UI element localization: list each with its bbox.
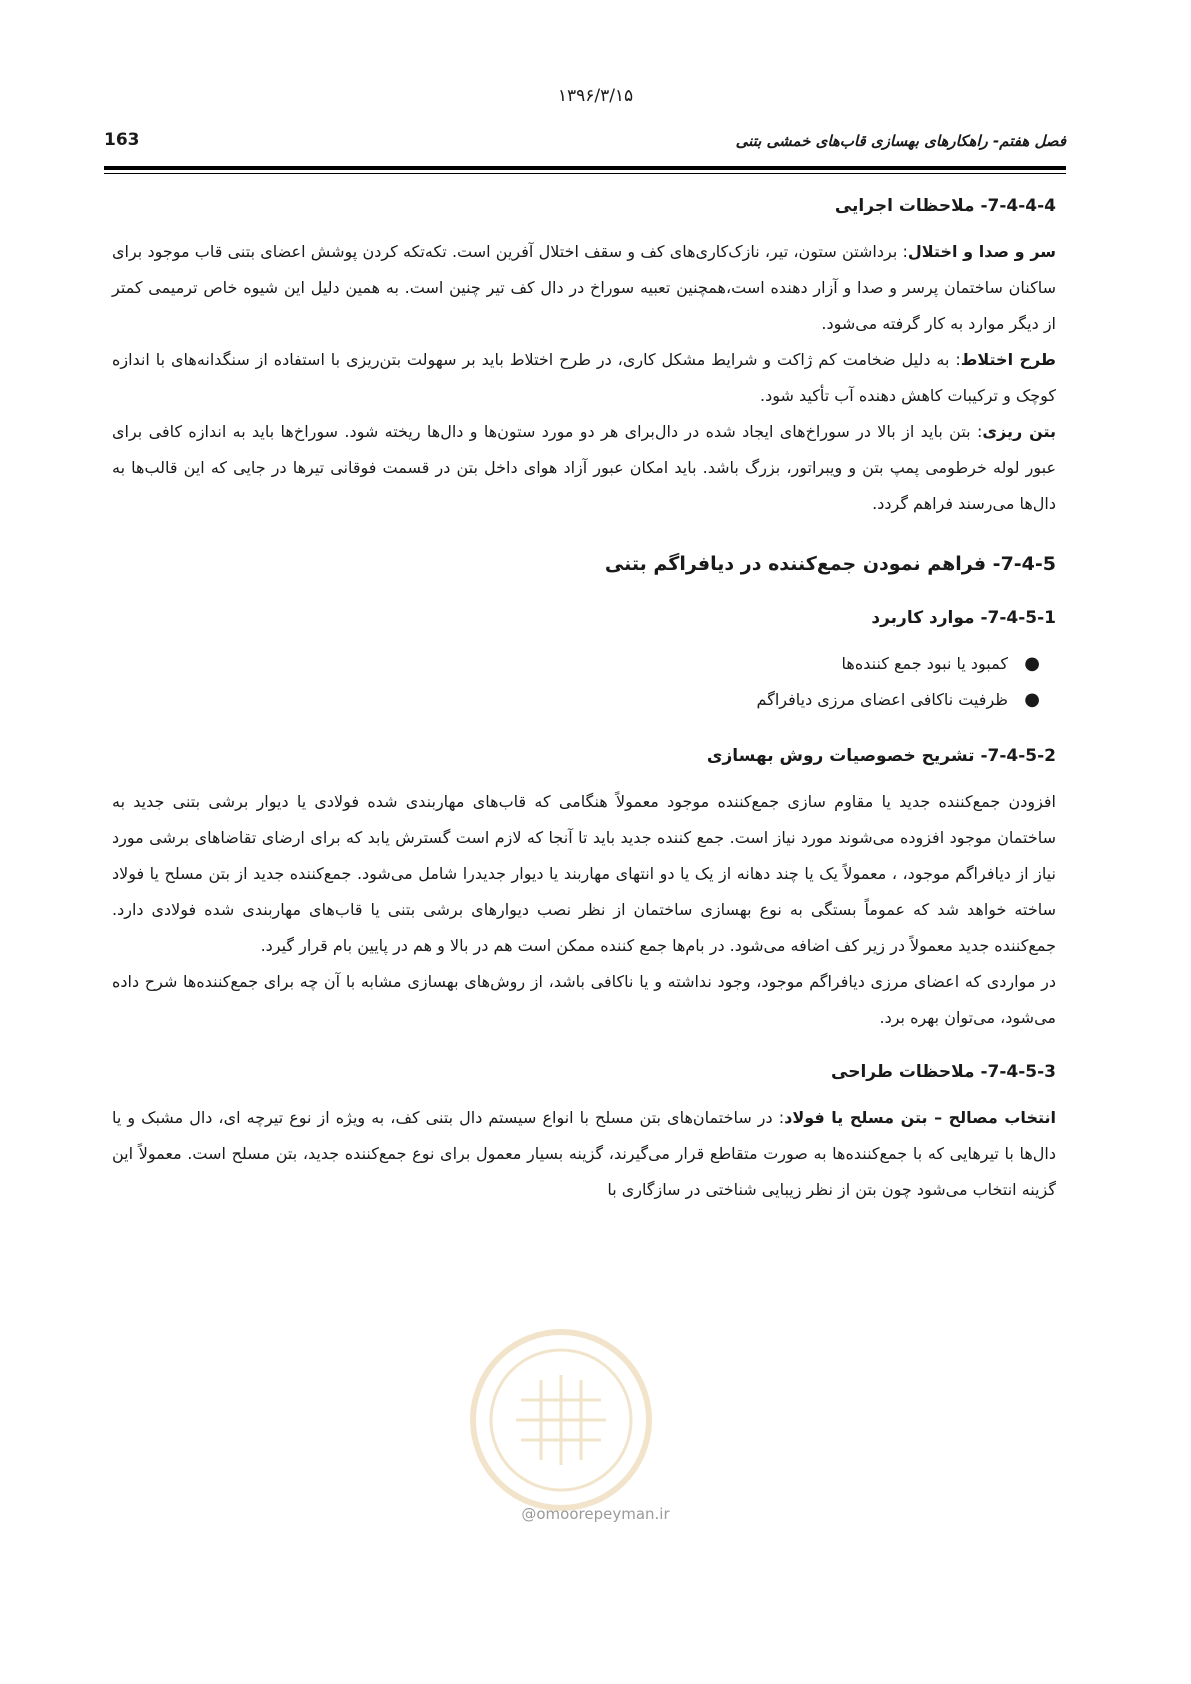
heading-7-4-5-2: 7-4-5-2- تشریح خصوصیات روش بهسازی bbox=[706, 746, 1056, 766]
header-rule-thick bbox=[104, 166, 1066, 170]
heading-7-4-4-4: 7-4-4-4- ملاحظات اجرایی bbox=[834, 196, 1056, 216]
paragraph-concreting bbox=[112, 414, 1056, 522]
list-item-text: کمبود یا نبود جمع کننده‌ها bbox=[841, 654, 1008, 673]
watermark-text: @omoorepeyman.ir bbox=[521, 1505, 670, 1523]
page-date: ۱۳۹۶/۳/۱۵ bbox=[557, 86, 634, 106]
heading-7-4-5: 7-4-5- فراهم نمودن جمع‌کننده در دیافراگم بتنی bbox=[604, 553, 1056, 575]
document-body bbox=[112, 188, 1056, 1208]
paragraph-label: انتخاب مصالح – بتن مسلح یا فولاد bbox=[784, 1108, 1056, 1127]
paragraph-label: بتن ریزی bbox=[982, 422, 1057, 441]
paragraph-text: : بتن باید از بالا در سوراخ‌های ایجاد شده در دال‌برای هر دو مورد ستون‌ها و دال‌ها ریخته شود. سوراخ‌ها باید به اندازه کافی برای عبور لوله خرطومی پمپ بتن و ویبراتور، بزرگ باشد. باید امکان عبور آزاد هوای داخل بتن در قسمت فوقانی تیرها در جایی که این قالب‌ها به دال‌ها می‌رسند فراهم گردد. bbox=[112, 422, 1056, 513]
paragraph-text: : به دلیل ضخامت کم ژاکت و شرایط مشکل کاری، در طرح اختلاط باید بر سهولت بتن‌ریزی با استفاده از سنگدانه‌های با اندازه کوچک و ترکیبات کاهش دهنده آب تأکید شود. bbox=[112, 350, 1056, 405]
paragraph-text: : در ساختمان‌های بتن مسلح با انواع سیستم دال بتنی کف، به ویژه از نوع تیرچه ای، دال مشبک و یا دال‌ها با تیرهایی که با جمع‌کننده‌ها به صورت متقاطع قرار می‌گیرند، گزینه بسیار معمول برای نوع جمع‌کننده جدید، بتن مسلح است. معمولاً این گزینه انتخاب می‌شود چون بتن از نظر زیبایی شناختی در سازگاری با bbox=[112, 1108, 1056, 1199]
paragraph-label: طرح اختلاط bbox=[960, 350, 1057, 369]
heading-7-4-5-1: 7-4-5-1- موارد کاربرد bbox=[871, 608, 1056, 628]
page-number: 163 bbox=[104, 130, 140, 150]
list-item-text: ظرفیت ناکافی اعضای مرزی دیافراگم bbox=[756, 690, 1008, 709]
paragraph-boundary-members: در مواردی که اعضای مرزی دیافراگم موجود، وجود نداشته و یا ناکافی باشد، از روش‌های بهسازی مشابه با آن چه برای جمع‌کننده‌ها شرح داده می‌شود، می‌توان بهره برد. bbox=[112, 972, 1056, 1027]
applications-list bbox=[112, 646, 1056, 718]
list-item bbox=[112, 682, 1040, 718]
page-header bbox=[104, 130, 1066, 160]
paragraph-noise bbox=[112, 234, 1056, 342]
paragraph-mix-design bbox=[112, 342, 1056, 414]
paragraph-material-selection bbox=[112, 1100, 1056, 1208]
heading-7-4-5-3: 7-4-5-3- ملاحظات طراحی bbox=[831, 1062, 1056, 1082]
header-rule-thin bbox=[104, 173, 1066, 174]
bullet-icon: ● bbox=[1024, 653, 1040, 674]
paragraph-label: سر و صدا و اختلال bbox=[907, 242, 1057, 261]
paragraph-collector-description: افزودن جمع‌کننده جدید یا مقاوم سازی جمع‌کننده موجود معمولاً هنگامی که قاب‌های مهاربندی شده فولادی یا دیوار برشی بتنی جدید به ساختمان موجود افزوده می‌شوند مورد نیاز است. جمع کننده جدید باید تا آنجا که لازم است گسترش یابد که برای ارضای تقاضاهای برشی مورد نیاز از دیافراگم موجود، ، معمولاً یک یا چند دهانه از یک یا دو انتهای مهاربند یا دیوار جدیدرا شامل می‌شود. جمع‌کننده جدید از بتن مسلح یا فولاد ساخته خواهد شد که عموماً بستگی به نوع بهسازی ساختمان از نظر نصب دیوارهای برشی بتنی یا قاب‌های مهاربندی شده فولادی دارد. جمع‌کننده جدید معمولاً در زیر کف اضافه می‌شود. در بام‌ها جمع کننده ممکن است هم در بالا و هم در پایین بام قرار گیرد. bbox=[112, 792, 1056, 955]
bullet-icon: ● bbox=[1024, 689, 1040, 710]
watermark-seal-icon bbox=[461, 1320, 661, 1520]
list-item bbox=[112, 646, 1040, 682]
chapter-title: فصل هفتم- راهکارهای بهسازی قاب‌های خمشی بتنی bbox=[735, 132, 1066, 150]
paragraph-text: : برداشتن ستون، تیر، نازک‌کاری‌های کف و سقف اختلال آفرین است. تکه‌تکه کردن پوشش اعضای بتنی قاب موجود برای ساکنان ساختمان پرسر و صدا و آزار دهنده است،همچنین تعبیه سوراخ در دال کف تیر چنین است. به همین دلیل این شیوه خاص ترمیمی کمتر از دیگر موارد به کار گرفته می‌شود. bbox=[112, 242, 1056, 333]
